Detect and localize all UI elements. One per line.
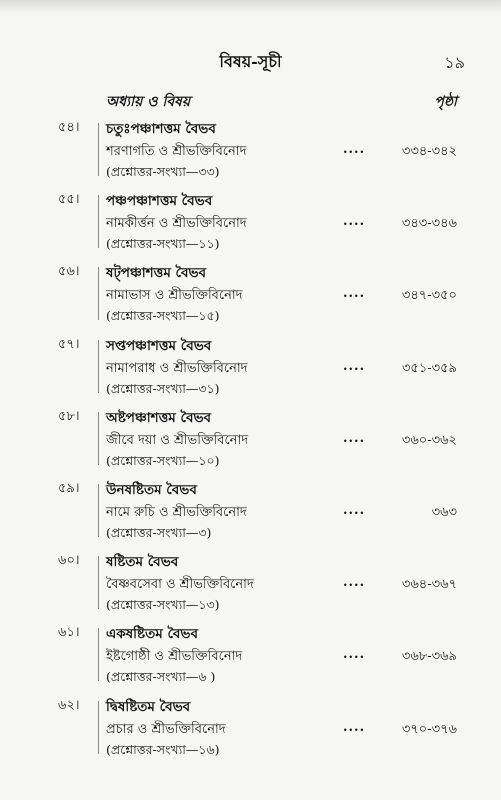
toc-entry [0, 619, 501, 691]
entry-leader-dots: .... [343, 286, 366, 302]
entry-chapter-title: দ্বিষষ্টিতম বৈভব [106, 698, 191, 715]
entry-number: ৫৭। [58, 336, 80, 352]
entry-number: ৫৫। [58, 192, 80, 208]
entry-number: ৫৮। [58, 408, 80, 424]
toc-entry [0, 114, 501, 186]
entry-page-range: ৩৬৮-৩৬৯ [401, 649, 457, 665]
toc-entry [0, 331, 501, 403]
toc-entry [0, 692, 501, 764]
toc-entry [0, 258, 501, 330]
entry-chapter-title: একষষ্টিতম বৈভব [106, 626, 198, 643]
entry-chapter-title: ষষ্টিতম বৈভব [106, 554, 179, 571]
entry-chapter-title: ষট্পঞ্চাশত্তম বৈভব [106, 265, 207, 282]
entry-page-range: ৩৬৩ [431, 504, 457, 520]
table-of-contents [0, 114, 501, 764]
entry-chapter-title: উনষষ্টিতম বৈভব [106, 481, 197, 498]
entry-subject: ইষ্টগোষ্ঠী ও শ্রীভক্তিবিনোদ [106, 649, 243, 665]
entry-chapter-title: সপ্তপঞ্চাশত্তম বৈভব [106, 337, 212, 354]
entry-qa-count: (প্রশ্নোত্তর-সংখ্যা—৩৩) [106, 164, 220, 179]
entry-number: ৫৯। [58, 480, 80, 496]
entry-number: ৫৪। [58, 120, 80, 135]
entry-subject: নামকীর্ত্তন ও শ্রীভক্তিবিনোদ [106, 216, 247, 232]
entry-number: ৫৬। [58, 264, 80, 280]
entry-leader-dots: .... [343, 142, 366, 157]
page-number: ১৯ [444, 53, 465, 72]
entry-qa-count: (প্রশ্নোত্তর-সংখ্যা—১০) [106, 452, 220, 468]
column-header-page: পৃষ্ঠা [434, 94, 457, 110]
entry-subject: শরণাগতি ও শ্রীভক্তিবিনোদ [106, 144, 247, 159]
entry-qa-count: (প্রশ্নোত্তর-সংখ্যা—৬ ) [106, 669, 216, 685]
entry-qa-count: (প্রশ্নোত্তর-সংখ্যা—৩) [106, 524, 212, 540]
entry-qa-count: (প্রশ্নোত্তর-সংখ্যা—১৬) [106, 741, 220, 757]
entry-leader-dots: .... [343, 647, 366, 663]
entry-chapter-title: অষ্টপঞ্চাশত্তম বৈভব [106, 409, 212, 426]
entry-subject: জীবে দয়া ও শ্রীভক্তিবিনোদ [106, 432, 249, 448]
entry-leader-dots: .... [343, 575, 366, 591]
column-header-chapter-subject: অধ্যায় ও বিষয় [106, 94, 191, 110]
entry-page-range: ৩৪৩-৩৪৬ [401, 216, 457, 232]
entry-page-range: ৩৬৪-৩৬৭ [401, 577, 457, 593]
entry-chapter-title: চতুঃপঞ্চাশত্তম বৈভব [106, 121, 216, 137]
entry-page-range: ৩৪৭-৩৫০ [401, 288, 457, 304]
entry-number: ৬২। [58, 697, 80, 713]
entry-page-range: ৩৫১-৩৫৯ [401, 360, 457, 376]
entry-qa-count: (প্রশ্নোত্তর-সংখ্যা—১৩) [106, 597, 220, 613]
entry-page-range: ৩৬০-৩৬২ [401, 432, 457, 448]
page-top-shadow [0, 0, 501, 14]
entry-leader-dots: .... [343, 502, 366, 518]
entry-subject: প্রচার ও শ্রীভক্তিবিনোদ [106, 721, 226, 737]
toc-entry [0, 186, 501, 258]
entry-leader-dots: .... [343, 430, 366, 446]
entry-number: ৬১। [58, 625, 80, 641]
toc-entry [0, 475, 501, 547]
entry-qa-count: (প্রশ্নোত্তর-সংখ্যা—১১) [106, 236, 220, 252]
entry-qa-count: (প্রশ্নোত্তর-সংখ্যা—৩১) [106, 380, 220, 396]
entry-qa-count: (প্রশ্নোত্তর-সংখ্যা—১৫) [106, 308, 220, 324]
entry-leader-dots: .... [343, 719, 366, 735]
entry-page-range: ৩৭০-৩৭৬ [401, 721, 457, 737]
entry-number: ৬০। [58, 553, 80, 569]
entry-chapter-title: পঞ্চপঞ্চাশত্তম বৈভব [106, 193, 213, 210]
toc-entry [0, 403, 501, 475]
page-title: বিষয়-সূচী [219, 52, 282, 71]
entry-subject: নামে রুচি ও শ্রীভক্তিবিনোদ [106, 504, 247, 520]
entry-subject: নামাভাস ও শ্রীভক্তিবিনোদ [106, 288, 243, 304]
entry-leader-dots: .... [343, 358, 366, 374]
entry-subject: বৈষ্ণবসেবা ও শ্রীভক্তিবিনোদ [106, 577, 254, 593]
entry-subject: নামাপরাধ ও শ্রীভক্তিবিনোদ [106, 360, 248, 376]
toc-entry [0, 547, 501, 619]
entry-leader-dots: .... [343, 214, 366, 230]
entry-page-range: ৩৩৪-৩৪২ [401, 144, 457, 159]
